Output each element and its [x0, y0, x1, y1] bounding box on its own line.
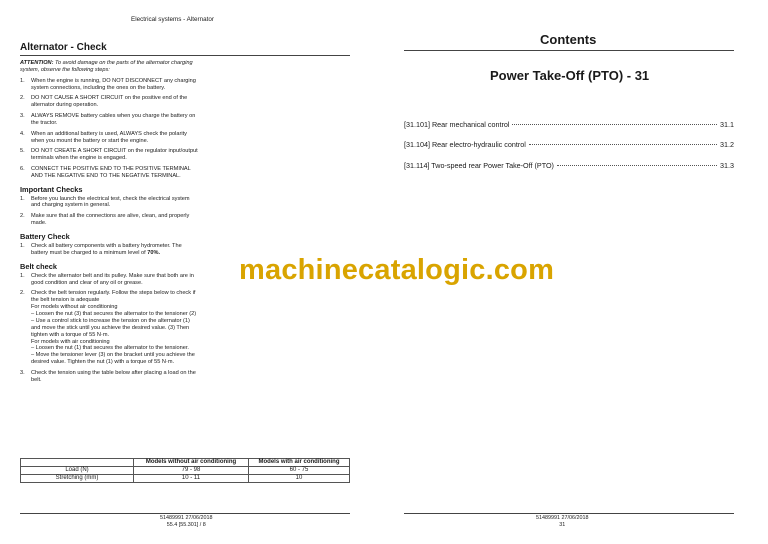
footer-rule [404, 513, 734, 514]
battery-check-list [20, 243, 198, 257]
footer-code: 51489991 27/06/2018 [536, 515, 589, 521]
list-item: 2. DO NOT CAUSE A SHORT CIRCUIT on the positive end of the alternator during operation. [20, 95, 188, 109]
toc-entry[interactable]: [31.114] Two-speed rear Power Take-Off (PTO) 31.3 [404, 161, 734, 170]
page-footer [160, 515, 212, 529]
title-rule [20, 55, 350, 56]
table-row: Stretching (mm) 10 - 11 10 [21, 475, 350, 483]
battery-check-heading: Battery Check [20, 232, 70, 241]
belt-check-list [20, 273, 198, 384]
list-item: 4. When an additional battery is used, ALWAYS check the polarity when you mount the battery or start the engine. [20, 130, 187, 144]
page-footer [536, 515, 588, 529]
table-row: Load (N) 79 - 98 60 - 75 [21, 467, 350, 475]
important-checks-heading: Important Checks [20, 184, 83, 194]
column-header: Models with air conditioning [249, 459, 350, 467]
footer-page-number: 55.4 [55.301] / 8 [166, 522, 206, 528]
attention-note [20, 60, 198, 74]
toc-entry[interactable]: [31.101] Rear mechanical control 31.1 [404, 120, 734, 129]
list-item: 3. Check the tension using the table below after placing a load on the belt. [20, 370, 196, 383]
belt-tension-table [20, 458, 350, 483]
list-item: 2. Make sure that all the connections are alive, clean, and properly made. [20, 213, 190, 227]
attention-label: ATTENTION: [20, 60, 54, 66]
attention-text: To avoid damage on the parts of the alternator charging system, observe the following steps: [20, 60, 193, 73]
belt-check-heading: Belt check [20, 261, 57, 271]
precaution-list [20, 78, 198, 180]
list-item: 1. Check all battery components with a battery hydrometer. The battery must be charged to a minimum level of 70%. [20, 242, 182, 256]
contents-title: Contents [540, 32, 597, 47]
watermark: machinecatalogic.com [239, 254, 555, 286]
section-title: Alternator - Check [20, 42, 107, 53]
list-item: 2. Check the belt tension regularly. Follow the steps below to check if the belt tension is adequate For models without air conditioning – Loosen the nut (3) that secures the alternator to the tensioner (2) – Use a control stick to increase the tension on the alternator (1) and move the stick until you achieve the desired value. (3) Then tighten with a torque of 55 N·m. For models with air conditioning – Loosen the nut (1) that secures the alternator to the tensioner. – Move the tensioner lever (3) on the bracket until you achieve the desired value. Tighten the nut (1) with a torque of 55 N·m. [20, 290, 197, 366]
list-item: 1. Check the alternator belt and its pulley. Make sure that both are in good condition and clear of any oil or grease. [20, 272, 194, 286]
list-item: 1. Before you launch the electrical test, check the electrical system and charging system in general. [20, 195, 190, 209]
footer-page-number: 31 [559, 522, 566, 528]
important-checks-list [20, 196, 198, 227]
contents-rule [404, 50, 734, 51]
list-item: 1. When the engine is running, DO NOT DISCONNECT any charging system connections, including the ones on the battery. [20, 77, 196, 91]
footer-code: 51489991 27/06/2018 [160, 515, 213, 521]
list-item: 5. DO NOT CREATE A SHORT CIRCUIT on the regulator input/output terminals when the engine is engaged. [20, 148, 198, 162]
column-header: Models without air conditioning [134, 459, 249, 467]
running-header: Electrical systems - Alternator [131, 16, 214, 23]
footer-rule [20, 513, 350, 514]
table-header-row [21, 459, 350, 467]
list-item: 6. CONNECT THE POSITIVE END TO THE POSITIVE TERMINAL AND THE NEGATIVE END TO THE NEGATIVE TERMINAL. [20, 165, 191, 179]
toc-entry[interactable]: [31.104] Rear electro-hydraulic control 31.2 [404, 140, 734, 149]
pto-section-title: Power Take-Off (PTO) - 31 [490, 68, 650, 83]
body-text [20, 60, 198, 388]
list-item: 3. ALWAYS REMOVE battery cables when you charge the battery on the tractor. [20, 113, 196, 126]
